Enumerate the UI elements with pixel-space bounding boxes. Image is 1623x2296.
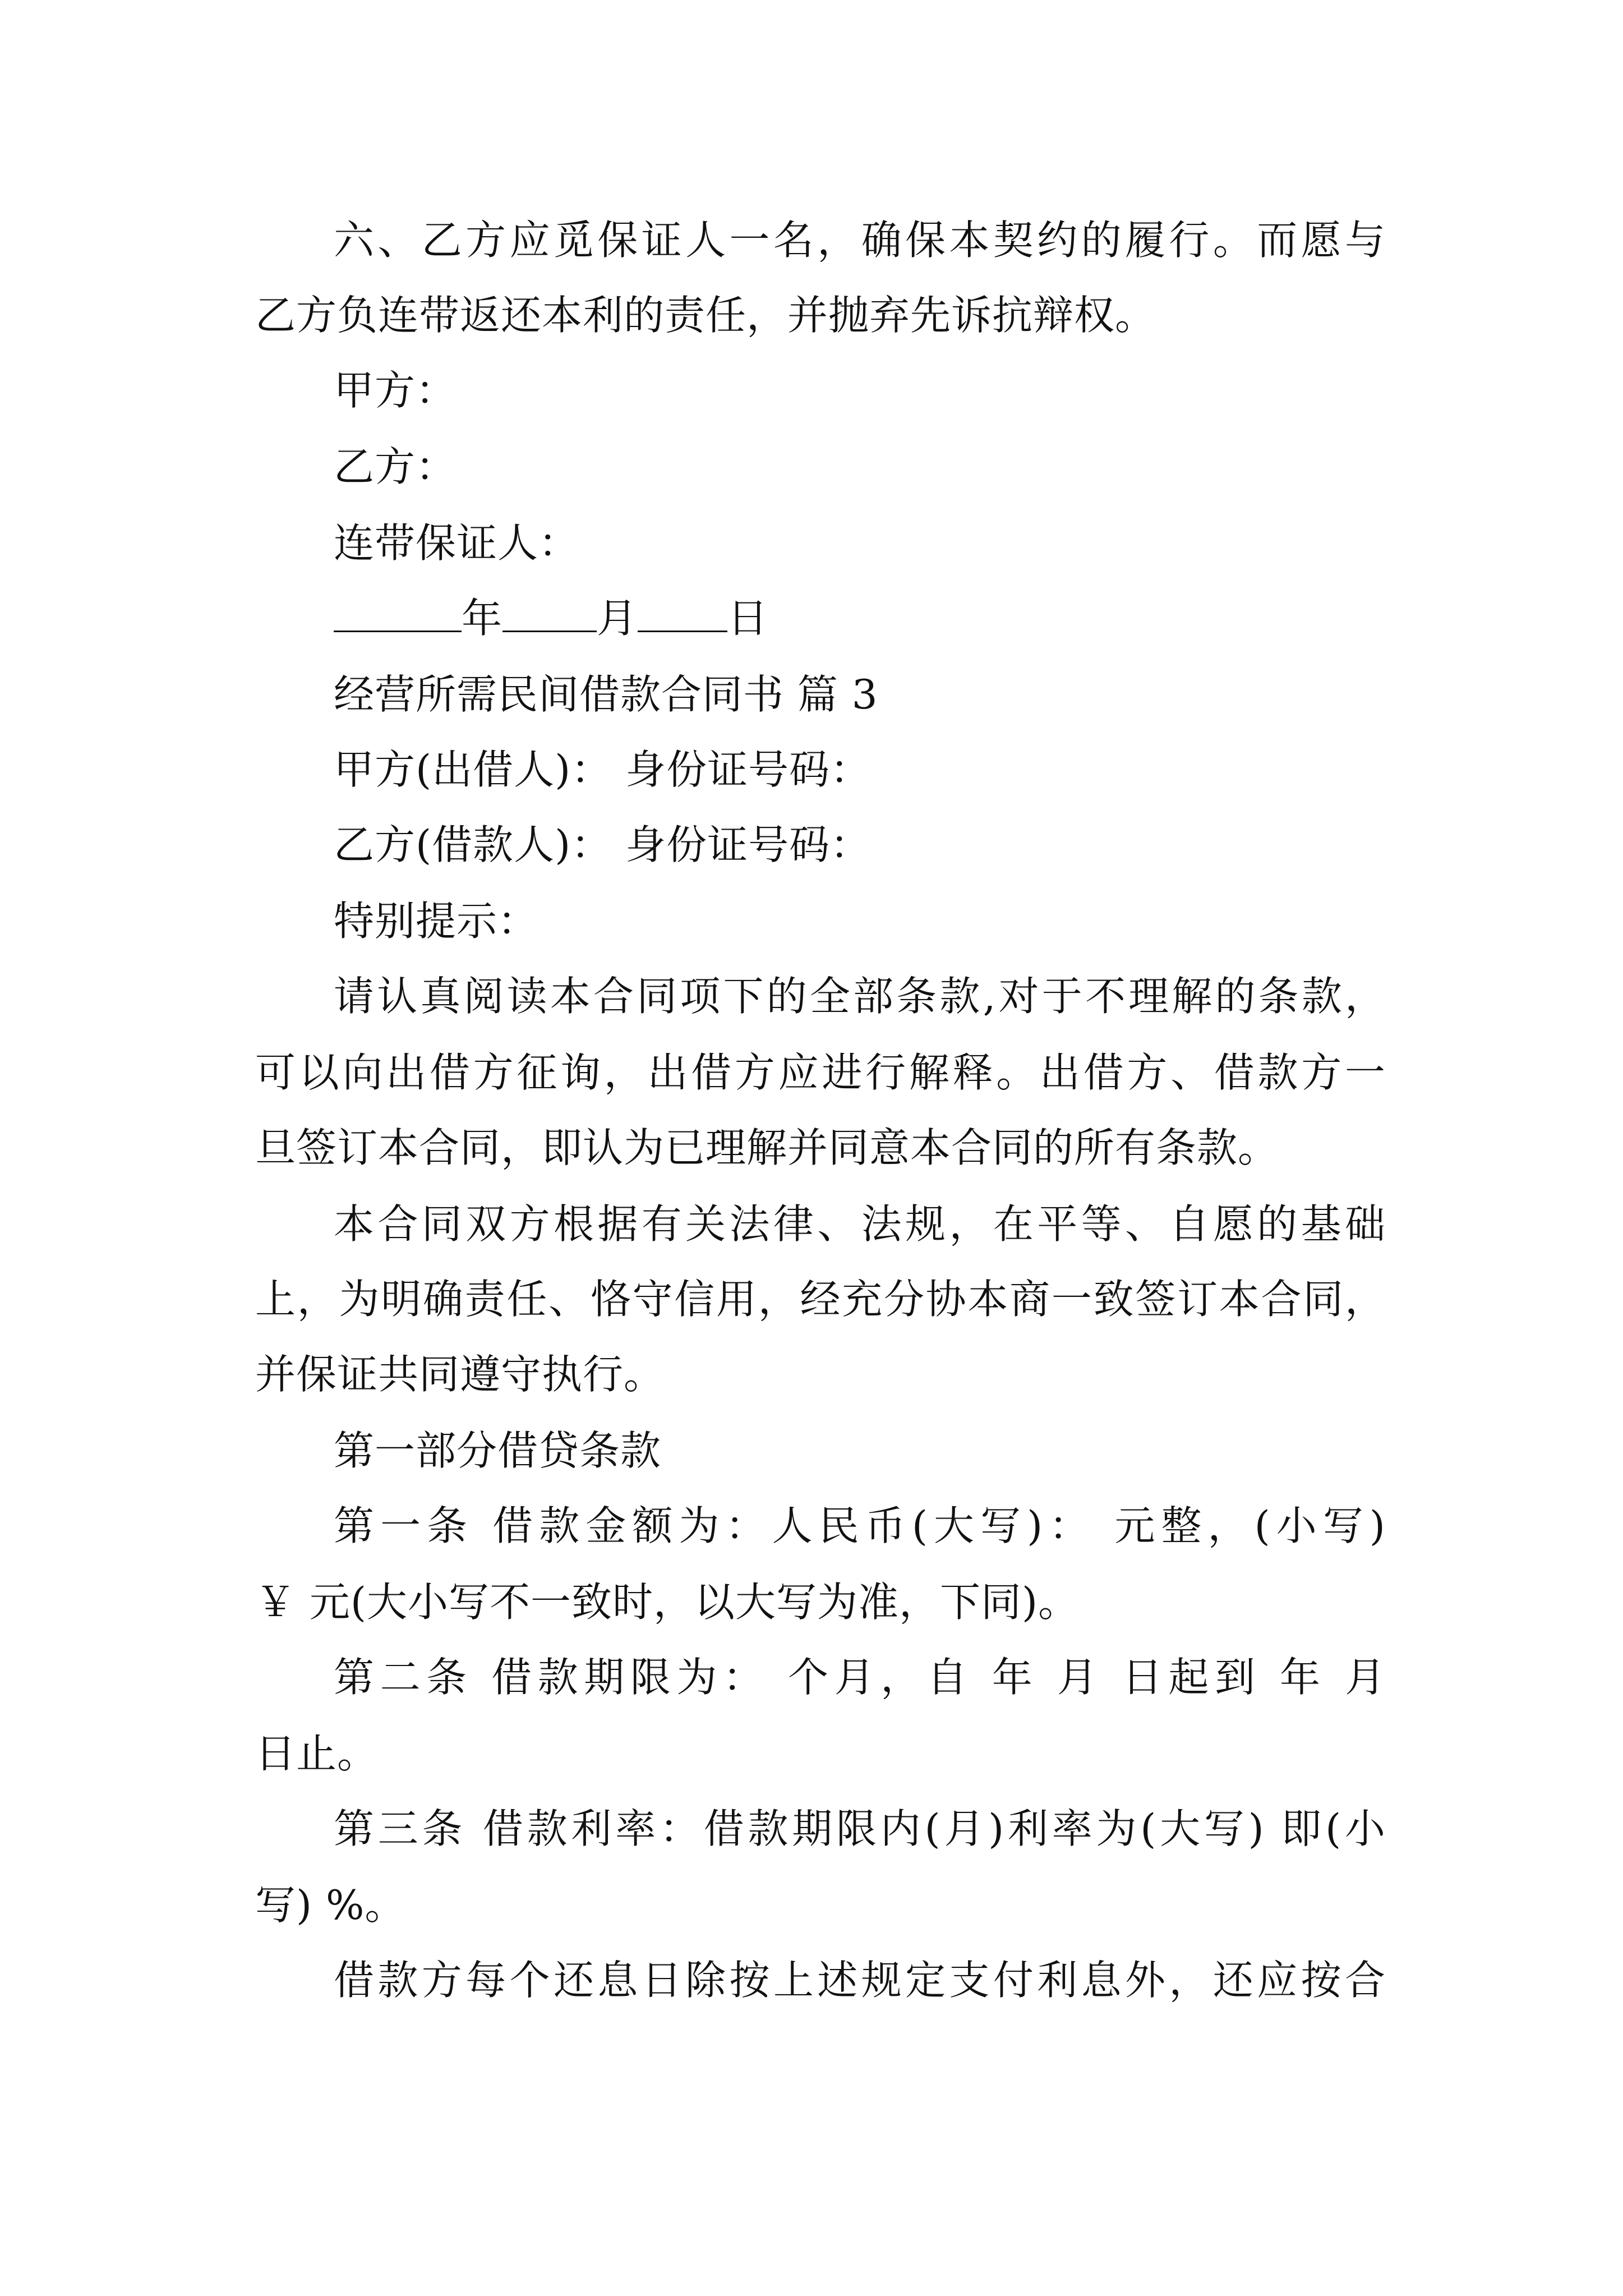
- paragraph-six-line-1: 六、乙方应觅保证人一名，确保本契约的履行。而愿与: [334, 217, 1386, 264]
- party-a-label: 甲方：: [334, 367, 457, 414]
- article-one-line-2: ￥ 元(大小写不一致时，以大写为准，下同)。: [255, 1579, 1080, 1626]
- article-two-line-2: 日止。: [255, 1730, 379, 1777]
- borrower-id-line: 乙方(借款人)： 身份证号码：: [334, 821, 872, 868]
- guarantor-label: 连带保证人：: [334, 519, 580, 567]
- section-title: 经营所需民间借款合同书 篇 3: [334, 671, 878, 718]
- signature-date-line: [334, 590, 1386, 646]
- paragraph-six-line-2: 乙方负连带返还本利的责任，并抛弃先诉抗辩权。: [255, 292, 1156, 339]
- notice-line-3: 旦签订本合同，即认为已理解并同意本合同的所有条款。: [255, 1124, 1279, 1171]
- special-notice-label: 特别提示：: [334, 898, 539, 945]
- article-two-line-1: 第二条 借款期限为： 个月，自 年 月 日起到 年 月: [334, 1654, 1386, 1701]
- year-label: 年: [462, 595, 503, 642]
- year-blank: [334, 591, 462, 632]
- interest-payment-line: 借款方每个还息日除按上述规定支付利息外，还应按合: [334, 1957, 1386, 2004]
- article-three-line-2: 写) %。: [255, 1881, 406, 1929]
- notice-line-1: 请认真阅读本合同项下的全部条款,对于不理解的条款，: [334, 973, 1386, 1020]
- month-label: 月: [597, 595, 638, 642]
- day-label: 日: [727, 595, 769, 642]
- lender-id-line: 甲方(出借人)： 身份证号码：: [334, 746, 872, 793]
- article-one-line-1: 第一条 借款金额为：人民币(大写)： 元整，(小写): [334, 1502, 1386, 1549]
- article-three-line-1: 第三条 借款利率：借款期限内(月)利率为(大写) 即(小: [334, 1805, 1386, 1852]
- notice-line-2: 可以向出借方征询，出借方应进行解释。出借方、借款方一: [255, 1049, 1386, 1096]
- month-blank: [502, 591, 597, 632]
- party-b-label: 乙方：: [334, 443, 457, 490]
- day-blank: [638, 591, 727, 632]
- part-one-heading: 第一部分借贷条款: [334, 1427, 662, 1474]
- preamble-line-3: 并保证共同遵守执行。: [255, 1351, 665, 1398]
- preamble-line-2: 上，为明确责任、恪守信用，经充分协本商一致签订本合同，: [255, 1276, 1386, 1323]
- preamble-line-1: 本合同双方根据有关法律、法规，在平等、自愿的基础: [334, 1200, 1386, 1248]
